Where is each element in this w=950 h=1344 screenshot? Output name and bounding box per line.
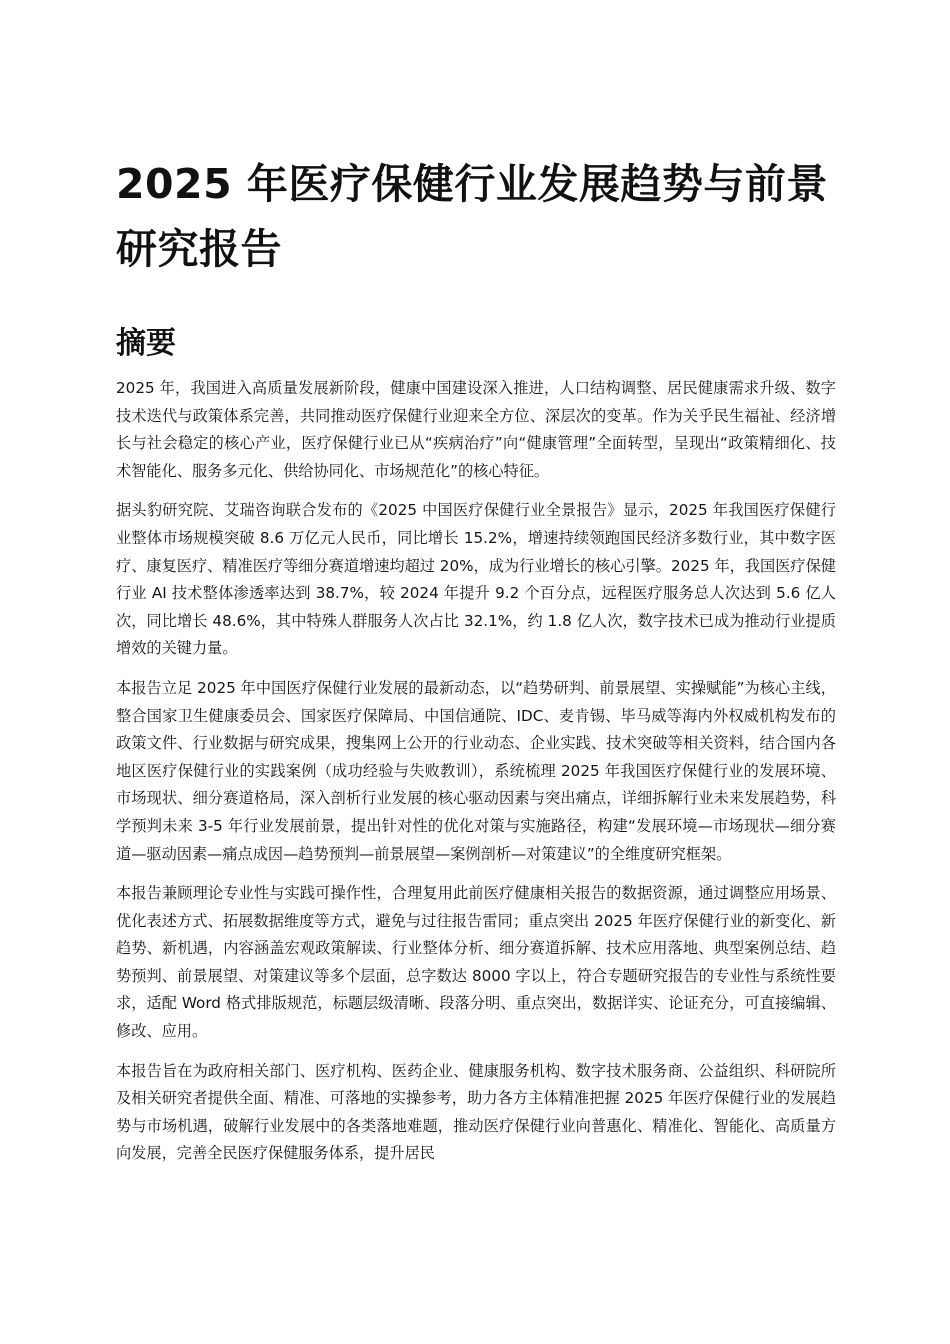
abstract-paragraph-5: 本报告旨在为政府相关部门、医疗机构、医药企业、健康服务机构、数字技术服务商、公益组织、科研院所及相关研究者提供全面、精准、可落地的实操参考，助力各方主体精准把握 2025 年医疗保健行业的发展趋势与市场机遇，破解行业发展中的各类落地难题，推动医疗保健行业向普惠化、精准化、智能化、高质量方向发展，完善全民医疗保健服务体系，提升居民 — [116, 1061, 836, 1163]
document-title: 2025 年医疗保健行业发展趋势与前景研究报告 — [116, 160, 828, 273]
abstract-paragraph-3: 本报告立足 2025 年中国医疗保健行业发展的最新动态，以“趋势研判、前景展望、实操赋能”为核心主线，整合国家卫生健康委员会、国家医疗保障局、中国信通院、IDC、麦肯锡、毕马威等海内外权威机构发布的政策文件、行业数据与研究成果，搜集网上公开的行业动态、企业实践、技术突破等相关资料，结合国内各地区医疗保健行业的实践案例（成功经验与失败教训），系统梳理 2025 年我国医疗保健行业的发展环境、市场现状、细分赛道格局，深入剖析行业发展的核心驱动因素与突出痛点，详细拆解行业未来发展趋势，科学预判未来 3-5 年行业发展前景，提出针对性的优化对策与实施路径，构建“发展环境—市场现状—细分赛道—驱动因素—痛点成因—趋势预判—前景展望—案例剖析—对策建议”的全维度研究框架。 — [116, 678, 836, 863]
abstract-paragraph-4: 本报告兼顾理论专业性与实践可操作性，合理复用此前医疗健康相关报告的数据资源，通过调整应用场景、优化表述方式、拓展数据维度等方式，避免与过往报告雷同；重点突出 2025 年医疗保健行业的新变化、新趋势、新机遇，内容涵盖宏观政策解读、行业整体分析、细分赛道拆解、技术应用落地、典型案例总结、趋势预判、前景展望、对策建议等多个层面，总字数达 8000 字以上，符合专题研究报告的专业性与系统性要求，适配 Word 格式排版规范，标题层级清晰、段落分明、重点突出，数据详实、论证充分，可直接编辑、修改、应用。 — [116, 884, 836, 1041]
abstract-body — [116, 375, 836, 1180]
section-heading-abstract: 摘要 — [116, 326, 176, 361]
abstract-paragraph-2: 据头豹研究院、艾瑞咨询联合发布的《2025 中国医疗保健行业全景报告》显示，2025 年我国医疗保健行业整体市场规模突破 8.6 万亿元人民币，同比增长 15.2%，增速持续领跑国民经济多数行业，其中数字医疗、康复医疗、精准医疗等细分赛道增速均超过 20%，成为行业增长的核心引擎。2025 年，我国医疗保健行业 AI 技术整体渗透率达到 38.7%，较 2024 年提升 9.2 个百分点，远程医疗服务总人次达到 5.6 亿人次，同比增长 48.6%，其中特殊人群服务人次占比 32.1%，约 1.8 亿人次，数字技术已成为推动行业提质增效的关键力量。 — [116, 501, 836, 658]
abstract-paragraph-1: 2025 年，我国进入高质量发展新阶段，健康中国建设深入推进，人口结构调整、居民健康需求升级、数字技术迭代与政策体系完善，共同推动医疗保健行业迎来全方位、深层次的变革。作为关乎民生福祉、经济增长与社会稳定的核心产业，医疗保健行业已从“疾病治疗”向“健康管理”全面转型，呈现出“政策精细化、技术智能化、服务多元化、供给协同化、市场规范化”的核心特征。 — [116, 379, 836, 480]
